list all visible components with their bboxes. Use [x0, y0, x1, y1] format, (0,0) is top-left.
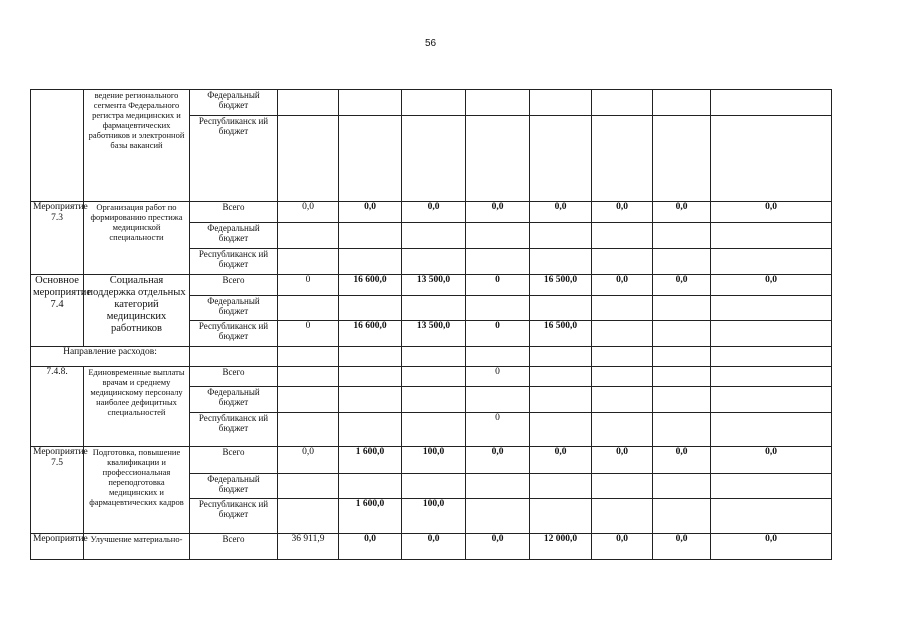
value-cell: 36 911,9 [278, 534, 339, 560]
measure-code-cell [31, 90, 84, 202]
expense-direction-label: Направление расходов: [31, 347, 190, 367]
value-cell: 0,0 [466, 447, 530, 474]
source-total: Всего [190, 367, 278, 387]
value-cell: 0 [278, 275, 339, 296]
measure-name-cell: Социальная поддержка отдельных категорий медицинских работников [84, 275, 190, 347]
value-cell: 0 [466, 413, 530, 447]
value-cell: 0 [466, 275, 530, 296]
source-total: Всего [190, 275, 278, 296]
source-republican: Республиканск ий бюджет [190, 321, 278, 347]
source-total: Всего [190, 202, 278, 223]
value-cell: 0,0 [592, 534, 653, 560]
value-cell: 0,0 [278, 202, 339, 223]
value-cell: 0 [466, 321, 530, 347]
value-cell: 0 [466, 367, 530, 387]
measure-name-cell: Улучшение материально- [84, 534, 190, 560]
value-cell: 0,0 [339, 534, 402, 560]
source-total: Всего [190, 534, 278, 560]
source-republican: Республиканск ий бюджет [190, 249, 278, 275]
value-cell: 16 600,0 [339, 275, 402, 296]
value-cell: 0 [278, 321, 339, 347]
value-cell: 0,0 [592, 447, 653, 474]
source-federal: Федеральный бюджет [190, 296, 278, 321]
measure-name-cell: Подготовка, повышение квалификации и профессиональная переподготовка медицинских и фармацевтических кадров [84, 447, 190, 534]
value-cell: 0,0 [402, 202, 466, 223]
value-cell: 0,0 [530, 202, 592, 223]
value-cell: 0,0 [653, 534, 711, 560]
value-cell: 0,0 [653, 275, 711, 296]
value-cell: 12 000,0 [530, 534, 592, 560]
value-cell: 0,0 [653, 202, 711, 223]
table-row [31, 367, 832, 387]
value-cell: 0,0 [592, 275, 653, 296]
value-cell: 100,0 [402, 447, 466, 474]
measure-name-cell: ведение регионального сегмента Федерального регистра медицинских и фармацевтических работников и электронной базы вакансий [84, 90, 190, 202]
value-cell: 0,0 [711, 447, 832, 474]
table-row [31, 90, 832, 116]
source-federal: Федеральный бюджет [190, 90, 278, 116]
table-row [31, 275, 832, 296]
value-cell: 1 600,0 [339, 499, 402, 534]
table-row [31, 202, 832, 223]
value-cell: 16 500,0 [530, 275, 592, 296]
measure-name-cell: Единовременные выплаты врачам и среднему медицинскому персоналу наиболее дефицитных специальностей [84, 367, 190, 447]
value-cell: 0,0 [466, 202, 530, 223]
measure-code-cell: 7.4.8. [31, 367, 84, 447]
value-cell: 0,0 [278, 447, 339, 474]
value-cell: 13 500,0 [402, 321, 466, 347]
value-cell: 16 500,0 [530, 321, 592, 347]
value-cell: 0,0 [339, 202, 402, 223]
table-row [31, 534, 832, 560]
source-federal: Федеральный бюджет [190, 223, 278, 249]
measure-code-cell: Мероприятие [31, 534, 84, 560]
source-republican: Республиканск ий бюджет [190, 413, 278, 447]
table-row [31, 347, 832, 367]
source-total: Всего [190, 447, 278, 474]
table-row [31, 447, 832, 474]
value-cell: 13 500,0 [402, 275, 466, 296]
page-number: 56 [424, 38, 437, 49]
measure-name-cell: Организация работ по формированию престижа медицинской специальности [84, 202, 190, 275]
value-cell: 16 600,0 [339, 321, 402, 347]
value-cell: 100,0 [402, 499, 466, 534]
measure-code-cell: Мероприятие 7.5 [31, 447, 84, 534]
value-cell: 0,0 [711, 202, 832, 223]
value-cell: 0,0 [402, 534, 466, 560]
value-cell: 0,0 [653, 447, 711, 474]
source-republican: Республиканск ий бюджет [190, 499, 278, 534]
value-cell: 1 600,0 [339, 447, 402, 474]
value-cell: 0,0 [711, 275, 832, 296]
source-federal: Федеральный бюджет [190, 387, 278, 413]
value-cell: 0,0 [466, 534, 530, 560]
value-cell: 0,0 [711, 534, 832, 560]
value-cell: 0,0 [530, 447, 592, 474]
value-cell: 0,0 [592, 202, 653, 223]
measure-code-cell: Мероприятие 7.3 [31, 202, 84, 275]
measure-code-cell: Основное мероприятие 7.4 [31, 275, 84, 347]
source-republican: Республиканск ий бюджет [190, 116, 278, 202]
source-federal: Федеральный бюджет [190, 474, 278, 499]
budget-table [30, 89, 832, 560]
